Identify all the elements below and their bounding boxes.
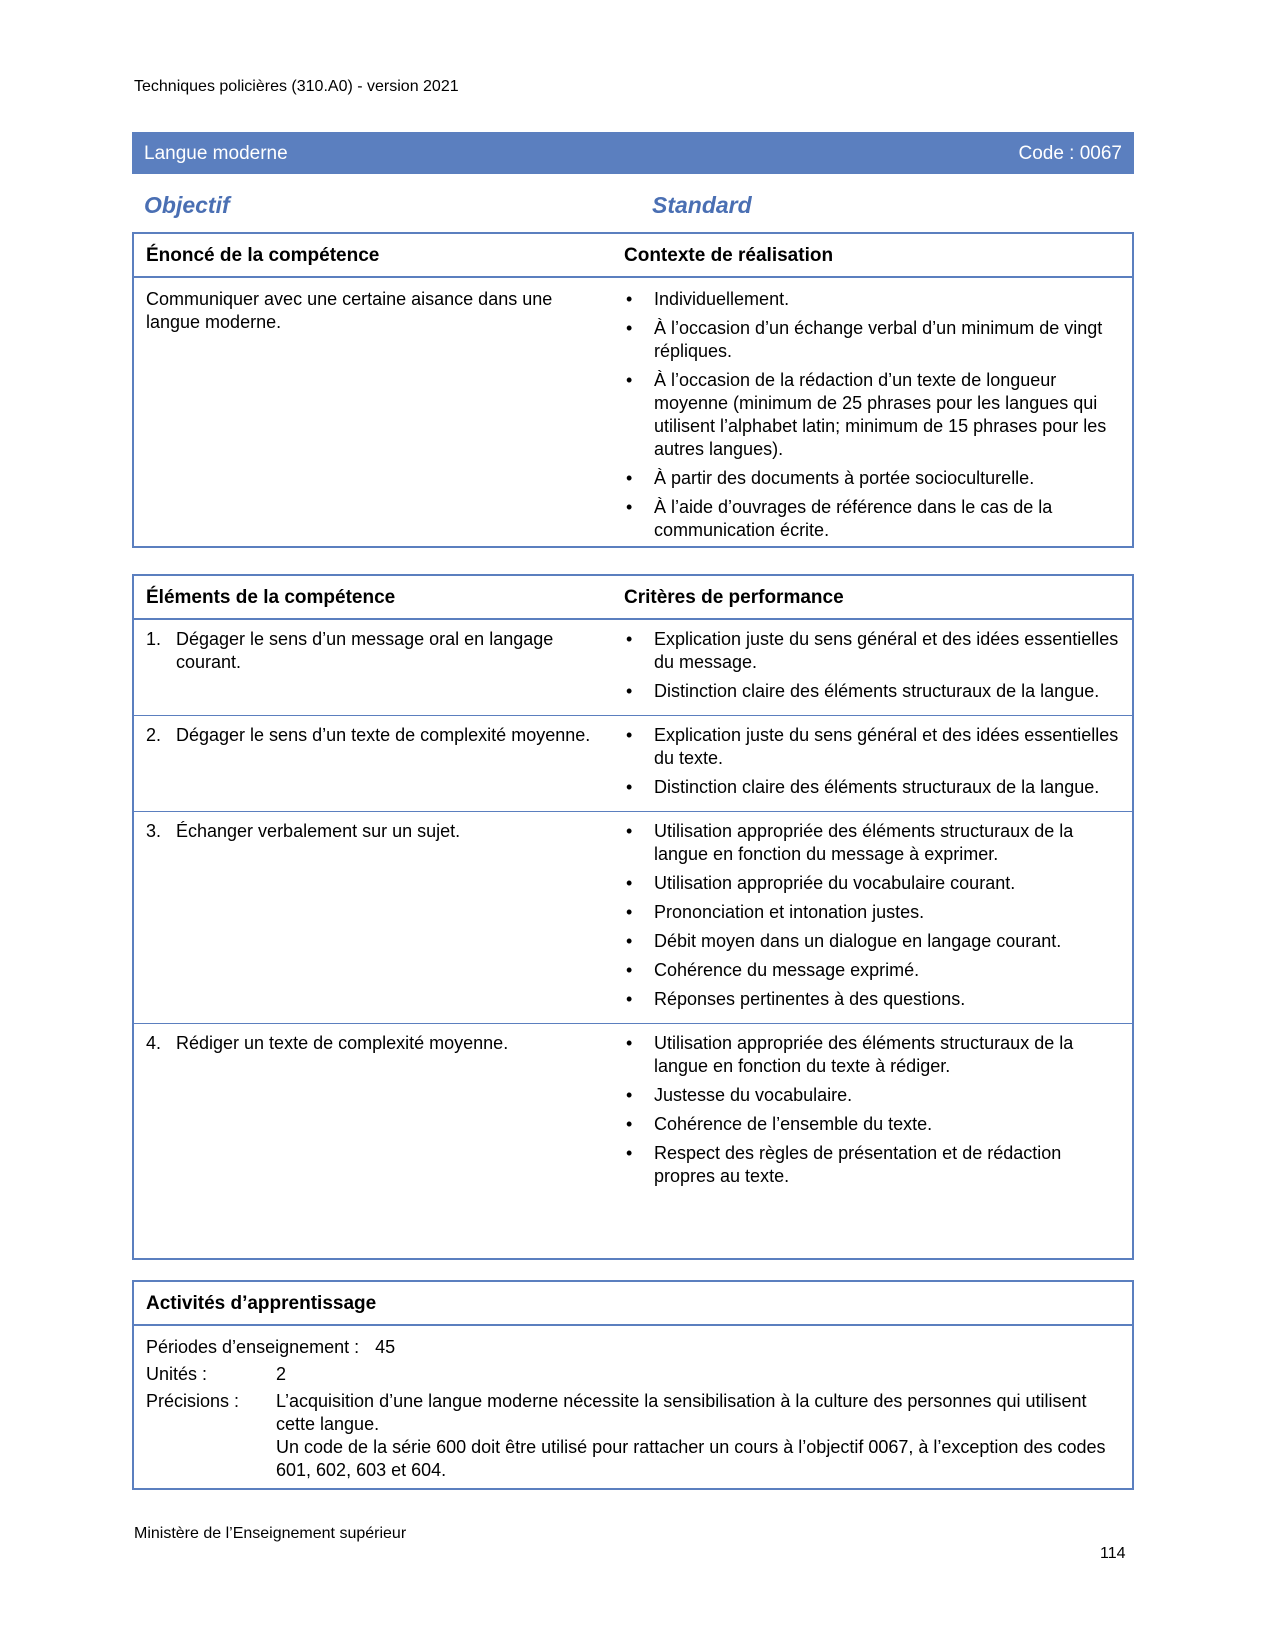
element-text: Dégager le sens d’un texte de complexité moyenne.	[176, 725, 591, 745]
context-item: • À l’aide d’ouvrages de référence dans le cas de la communication écrite.	[624, 496, 1132, 542]
activities-body	[134, 1326, 1132, 1496]
details-text	[276, 1390, 1120, 1482]
element-row	[134, 620, 1132, 716]
competency-header	[134, 234, 1132, 278]
criterion: • Cohérence de l’ensemble du texte.	[624, 1113, 1132, 1136]
competency-box	[132, 232, 1134, 548]
periods-row	[146, 1336, 1120, 1359]
activities-heading: Activités d’apprentissage	[146, 1292, 377, 1314]
element-row	[134, 812, 1132, 1024]
ministry-footer: Ministère de l’Enseignement supérieur	[134, 1525, 407, 1542]
context-heading: Contexte de réalisation	[624, 244, 834, 266]
competency-statement: Communiquer avec une certaine aisance dans une langue moderne.	[146, 289, 553, 332]
element-row	[134, 716, 1132, 812]
document-header: Techniques policières (310.A0) - version 2021	[134, 78, 459, 95]
course-code: Code : 0067	[1018, 142, 1122, 164]
criterion: • Réponses pertinentes à des questions.	[624, 988, 1132, 1011]
elements-box	[132, 574, 1134, 1260]
section-titles	[144, 194, 1124, 217]
periods-value: 45	[375, 1337, 396, 1357]
detail-line: Un code de la série 600 doit être utilisé pour rattacher un cours à l’objectif 0067, à l’exception des codes 601, 602, 603 et 604.	[276, 1437, 1106, 1480]
context-item: • Individuellement.	[624, 288, 1132, 311]
statement-heading: Énoncé de la compétence	[146, 244, 380, 266]
standard-title: Standard	[652, 192, 752, 218]
context-item: • À l’occasion de la rédaction d’un texte de longueur moyenne (minimum de 25 phrases pour les langues qui utilisent l’alphabet latin; minimum de 15 phrases pour les autres langues).	[624, 369, 1132, 461]
page-number: 114	[1100, 1545, 1126, 1562]
activities-box	[132, 1280, 1134, 1490]
criteria-list	[624, 1032, 1132, 1194]
element-text: Dégager le sens d’un message oral en langage courant.	[176, 629, 554, 672]
details-label: Précisions :	[146, 1391, 240, 1411]
elements-heading: Éléments de la compétence	[146, 586, 396, 608]
criteria-list	[624, 724, 1132, 805]
element-number: 4.	[146, 1033, 162, 1053]
units-row	[146, 1363, 1120, 1386]
context-item: • À partir des documents à portée socioculturelle.	[624, 467, 1132, 490]
criterion: • Utilisation appropriée du vocabulaire courant.	[624, 872, 1132, 895]
criteria-list	[624, 628, 1132, 709]
details-row	[146, 1390, 1120, 1482]
criteria-heading: Critères de performance	[624, 586, 844, 608]
units-value: 2	[276, 1364, 287, 1384]
criterion: • Respect des règles de présentation et de rédaction propres au texte.	[624, 1142, 1132, 1188]
periods-label: Périodes d’enseignement :	[146, 1337, 360, 1357]
criterion: • Débit moyen dans un dialogue en langage courant.	[624, 930, 1132, 953]
course-banner	[132, 132, 1134, 174]
objective-title: Objectif	[144, 192, 230, 218]
element-text: Rédiger un texte de complexité moyenne.	[176, 1033, 509, 1053]
criterion: • Utilisation appropriée des éléments structuraux de la langue en fonction du texte à rédiger.	[624, 1032, 1132, 1078]
criterion: • Prononciation et intonation justes.	[624, 901, 1132, 924]
criterion: • Explication juste du sens général et des idées essentielles du texte.	[624, 724, 1132, 770]
element-number: 3.	[146, 821, 162, 841]
elements-header	[134, 576, 1132, 620]
detail-line: L’acquisition d’une langue moderne nécessite la sensibilisation à la culture des personnes qui utilisent cette langue.	[276, 1391, 1087, 1434]
context-item: • À l’occasion d’un échange verbal d’un minimum de vingt répliques.	[624, 317, 1132, 363]
criteria-list	[624, 820, 1132, 1017]
element-number: 2.	[146, 725, 162, 745]
criterion: • Justesse du vocabulaire.	[624, 1084, 1132, 1107]
criterion: • Distinction claire des éléments structuraux de la langue.	[624, 776, 1132, 799]
element-row	[134, 1024, 1132, 1200]
units-label: Unités :	[146, 1364, 208, 1384]
criterion: • Utilisation appropriée des éléments structuraux de la langue en fonction du message à exprimer.	[624, 820, 1132, 866]
context-list	[624, 288, 1132, 548]
activities-header	[134, 1282, 1132, 1326]
competency-row	[134, 278, 1132, 554]
element-text: Échanger verbalement sur un sujet.	[176, 821, 461, 841]
criterion: • Distinction claire des éléments structuraux de la langue.	[624, 680, 1132, 703]
course-title: Langue moderne	[144, 142, 288, 164]
element-number: 1.	[146, 629, 162, 649]
criterion: • Cohérence du message exprimé.	[624, 959, 1132, 982]
criterion: • Explication juste du sens général et des idées essentielles du message.	[624, 628, 1132, 674]
